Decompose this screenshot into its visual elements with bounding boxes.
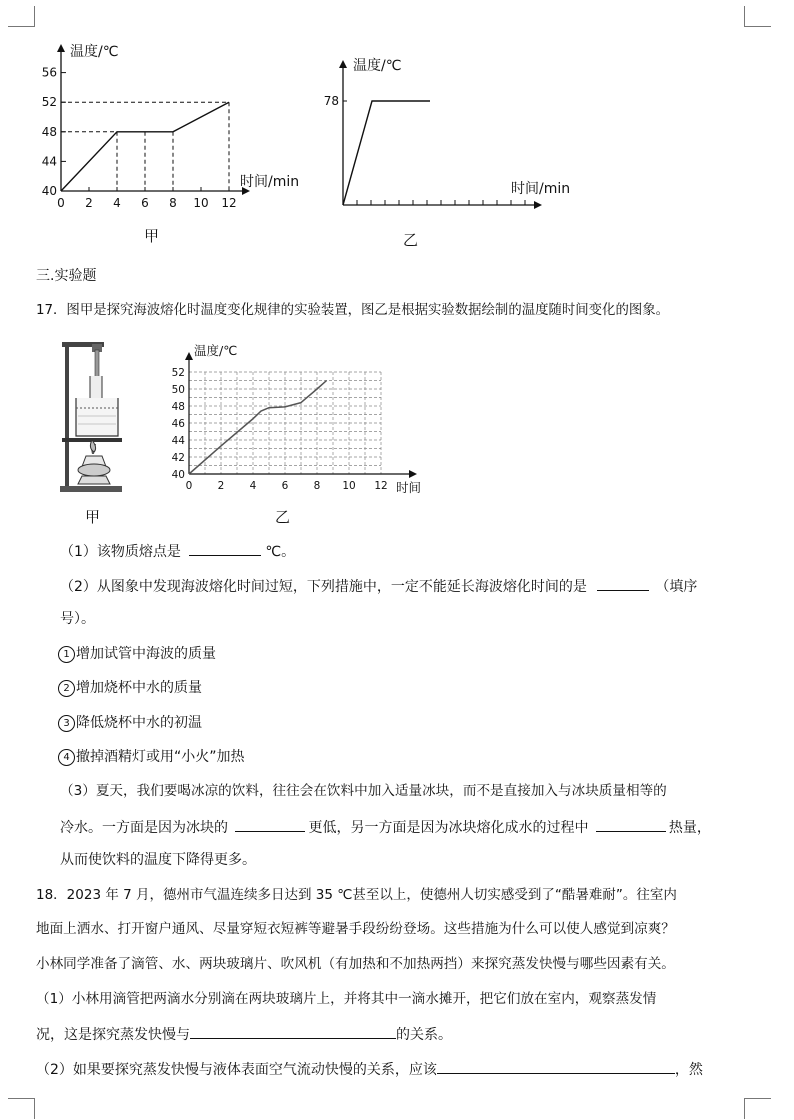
graph-jia-ylabel: 温度/℃: [70, 44, 119, 60]
graph-yi-grid-xtick-label: 10: [342, 480, 356, 492]
graph-jia-caption: 甲: [144, 227, 160, 245]
q17-part3-text-b: 更低，另一方面是因为冰块熔化成水的过程中: [308, 820, 589, 836]
graph-jia-xtick-label: 12: [221, 196, 237, 210]
q17-part3-line2: [60, 816, 711, 838]
graph-yi-grid-ytick-label: 48: [171, 401, 185, 413]
graph-jia-xtick-label: 4: [113, 196, 121, 210]
q17-part3-blank2[interactable]: [596, 816, 666, 832]
apparatus-caption: 甲: [85, 508, 101, 526]
option-1-marker: 1: [58, 646, 75, 663]
q18-line4: （1）小林用滴管把两滴水分别滴在两块玻璃片上，并将其中一滴水摊开，把它们放在室内，观察蒸发情: [36, 991, 657, 1007]
option-1-text: 增加试管中海波的质量: [76, 646, 216, 662]
q17-part3-text-c: 热量，: [668, 820, 711, 836]
graph-yi-grid-x-arrow: [409, 470, 417, 478]
q17-part2: [60, 575, 697, 597]
crop-mark-top-left: [8, 6, 35, 27]
graph-yi-grid-xtick-label: 4: [249, 480, 257, 492]
graph-yi-grid-ytick-label: 40: [171, 469, 185, 481]
q18-line6: [36, 1058, 703, 1080]
apparatus-illustration: [52, 336, 132, 528]
q17-part2-blank[interactable]: [597, 575, 649, 591]
graph-yi-grid-ylabel: 温度/℃: [194, 343, 238, 358]
q17-stem: 17．图甲是探究海波熔化时温度变化规律的实验装置，图乙是根据实验数据绘制的温度随时间变化的图象。: [36, 303, 670, 318]
q18-line1: 18．2023 年 7 月，德州市气温连续多日达到 35 ℃甚至以上，使德州人切实感受到了“酷暑难耐”。往室内: [36, 887, 677, 903]
q18-part1-text: 况，这是探究蒸发快慢与: [36, 1027, 190, 1043]
option-3: [58, 713, 202, 733]
option-2-marker: 2: [58, 680, 75, 697]
graph-yi-top-x-arrow: [534, 201, 542, 209]
q17-part3-line1: （3）夏天，我们要喝冰凉的饮料，往往会在饮料中加入适量冰块，而不是直接加入与冰块质量相等的: [60, 783, 667, 799]
q18-part1-blank[interactable]: [190, 1023, 396, 1039]
graph-jia-xtick-label: 8: [169, 196, 177, 210]
graph-yi-top-caption: 乙: [403, 231, 419, 249]
graph-yi-grid: [160, 338, 440, 528]
q18-line5: [36, 1023, 452, 1045]
q18-line3: 小林同学准备了滴管、水、两块玻璃片、吹风机（有加热和不加热两挡）来探究蒸发快慢与哪些因素有关。: [36, 956, 675, 972]
graph-jia-y-arrow: [57, 44, 65, 52]
q17-part3-text-a: 冷水。一方面是因为冰块的: [60, 820, 228, 836]
q17-part3-blank1[interactable]: [235, 816, 305, 832]
graph-jia-xtick-label: 10: [193, 196, 209, 210]
q17-part2-text: （2）从图象中发现海波熔化时间过短，下列措施中，一定不能延长海波熔化时间的是: [60, 579, 587, 595]
graph-yi-top-xlabel: 时间/min: [511, 181, 571, 197]
option-4-text: 撤掉酒精灯或用“小火”加热: [76, 749, 245, 765]
graph-jia-ytick-label: 40: [41, 184, 57, 198]
q18-part2-text: （2）如果要探究蒸发快慢与液体表面空气流动快慢的关系，应该: [36, 1062, 437, 1078]
graph-yi-top-ytick-label: 78: [323, 94, 339, 108]
q17-part1-unit: ℃。: [265, 544, 296, 560]
option-2-text: 增加烧杯中水的质量: [76, 680, 202, 696]
option-1: [58, 644, 216, 664]
q17-part2-cont: 号）。: [60, 611, 95, 627]
graph-jia-xtick-label: 6: [141, 196, 149, 210]
crop-mark-bottom-left: [8, 1098, 35, 1119]
graph-yi-grid-series-line: [189, 381, 327, 475]
graph-jia: [30, 36, 320, 256]
graph-yi-grid-caption: 乙: [275, 508, 291, 526]
graph-jia-ytick-label: 56: [41, 65, 57, 80]
q17-part1-blank[interactable]: [189, 540, 261, 556]
graph-yi-grid-ytick-label: 52: [171, 367, 185, 379]
graph-yi-grid-xlabel: 时间: [396, 480, 422, 495]
graph-yi-top-series-line: [343, 101, 430, 205]
graph-jia-ytick-label: 52: [41, 95, 57, 110]
graph-yi-grid-xtick-label: 0: [185, 480, 193, 492]
q17-part3-line3: 从而使饮料的温度下降得更多。: [60, 852, 256, 868]
crop-mark-bottom-right: [744, 1098, 771, 1119]
graph-yi-grid-xtick-label: 8: [313, 480, 321, 492]
graph-yi-top: [315, 50, 595, 250]
graph-yi-top-y-arrow: [339, 60, 347, 68]
option-3-marker: 3: [58, 715, 75, 732]
graph-yi-grid-xtick-label: 2: [217, 480, 225, 492]
graph-yi-grid-ytick-label: 46: [171, 418, 185, 430]
graph-jia-xtick-label: 2: [85, 196, 93, 210]
graph-jia-ytick-label: 44: [41, 154, 57, 169]
q17-part1-text: （1）该物质熔点是: [60, 544, 181, 560]
option-4-marker: 4: [58, 749, 75, 766]
graph-yi-grid-xtick-label: 6: [281, 480, 289, 492]
graph-yi-top-ylabel: 温度/℃: [353, 58, 402, 74]
graph-jia-xtick-label: 0: [57, 196, 65, 210]
graph-yi-grid-xtick-label: 12: [374, 480, 388, 492]
graph-yi-grid-y-arrow: [185, 352, 193, 360]
graph-jia-ytick-label: 48: [41, 124, 57, 139]
section-title: 三.实验题: [36, 268, 97, 284]
crop-mark-top-right: [744, 6, 771, 27]
graph-yi-grid-ytick-label: 44: [171, 435, 185, 447]
q17-part1: [60, 540, 295, 562]
graph-jia-xlabel: 时间/min: [240, 174, 300, 190]
q18-line2: 地面上洒水、打开窗户通风、尽量穿短衣短裤等避暑手段纷纷登场。这些措施为什么可以使人感觉到凉爽？: [36, 921, 675, 937]
graph-yi-grid-ytick-label: 42: [171, 452, 185, 464]
q18-part2-tail: ，然: [674, 1062, 703, 1078]
option-3-text: 降低烧杯中水的初温: [76, 715, 202, 731]
q18-part1-tail: 的关系。: [396, 1027, 452, 1043]
option-2: [58, 678, 202, 698]
q18-part2-blank[interactable]: [437, 1058, 675, 1074]
q17-part2-tail: （填序: [655, 579, 698, 595]
option-4: [58, 747, 245, 767]
graph-yi-grid-ytick-label: 50: [171, 384, 185, 396]
